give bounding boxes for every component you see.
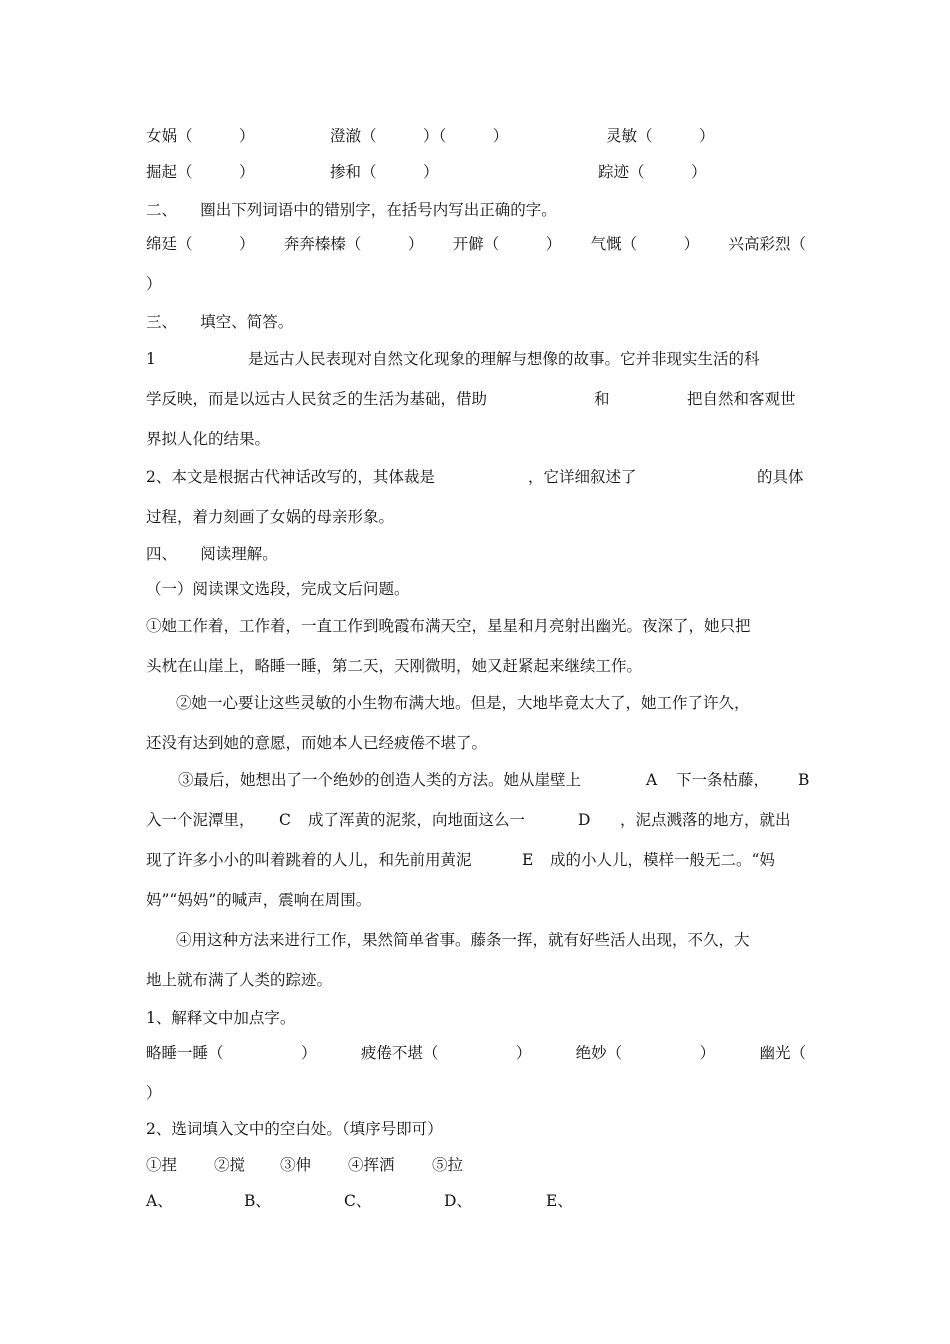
task-1-title: 1、解释文中加点字。 bbox=[146, 1009, 296, 1027]
word-item: 开僻（ ） bbox=[452, 235, 562, 253]
task-2-title: 2、选词填入文中的空白处。（填序号即可） bbox=[146, 1120, 443, 1138]
word-item: 略睡一睡（ ） bbox=[146, 1044, 317, 1062]
word-item: 兴高彩烈（ bbox=[728, 235, 806, 253]
word-item: 疲倦不堪（ ） bbox=[360, 1044, 532, 1062]
blank-label: C bbox=[279, 811, 291, 829]
option-item: ⑤拉 bbox=[432, 1156, 464, 1174]
passage-text: ③最后，她想出了一个绝妙的创造人类的方法。她从崖壁上 bbox=[178, 771, 582, 789]
question-text: 的具体 bbox=[757, 468, 804, 486]
word-item: 气慨（ ） bbox=[590, 235, 700, 253]
section-2-close: ） bbox=[146, 275, 162, 293]
blank-label: E bbox=[522, 851, 534, 869]
answer-label: E、 bbox=[546, 1192, 573, 1210]
word-item: 奔奔榛榛（ ） bbox=[283, 235, 424, 253]
passage-text: 入一个泥潭里， bbox=[146, 811, 255, 829]
question-text: 学反映，而是以远古人民贫乏的生活为基础，借助 bbox=[146, 390, 488, 408]
option-item: ③伸 bbox=[280, 1156, 312, 1174]
paragraph-1-line-1: ①她工作着，工作着，一直工作到晚霞布满天空，星星和月亮射出幽光。夜深了，她只把 bbox=[146, 617, 751, 635]
q1-line-3: 界拟人化的结果。 bbox=[146, 430, 271, 448]
passage-text: 成的小人儿，模样一般无二。“妈 bbox=[550, 851, 775, 869]
part-1-title: （一）阅读课文选段，完成文后问题。 bbox=[146, 580, 410, 598]
paragraph-4-line-1: ④用这种方法来进行工作，果然简单省事。藤条一挥，就有好些活人出现，不久，大 bbox=[176, 931, 750, 949]
option-item: ②搅 bbox=[214, 1156, 246, 1174]
passage-text: 现了许多小小的叫着跳着的人儿，和先前用黄泥 bbox=[146, 851, 472, 869]
word-item: 澄澈（ ）（ ） bbox=[330, 127, 509, 145]
q2-line-2: 过程，着力刻画了女娲的母亲形象。 bbox=[146, 508, 395, 526]
question-text: 和 bbox=[594, 390, 610, 408]
question-number: 1 bbox=[146, 350, 156, 368]
passage-text: 下一条枯藤， bbox=[676, 771, 770, 789]
word-item: 绝妙（ ） bbox=[575, 1044, 716, 1062]
word-item: 踪迹（ ） bbox=[598, 163, 707, 181]
question-text: ，它详细叙述了 bbox=[528, 468, 637, 486]
paragraph-4-line-2: 地上就布满了人类的踪迹。 bbox=[146, 971, 333, 989]
answer-label: C、 bbox=[344, 1192, 372, 1210]
word-item: 女娲（ ） bbox=[146, 127, 255, 145]
answer-label: D、 bbox=[444, 1192, 472, 1210]
word-item: 掘起（ ） bbox=[146, 163, 255, 181]
section-4-title: 四、 阅读理解。 bbox=[146, 545, 278, 563]
word-item: 灵敏（ ） bbox=[606, 127, 715, 145]
passage-text: 成了浑黄的泥浆，向地面这么一 bbox=[308, 811, 526, 829]
word-item: 绵廷（ ） bbox=[146, 235, 255, 253]
paragraph-3-line-4: 妈”“妈妈”的喊声，震响在周围。 bbox=[146, 891, 372, 909]
option-item: ④挥洒 bbox=[348, 1156, 395, 1174]
task-1-close: ） bbox=[146, 1084, 162, 1102]
word-item: 掺和（ ） bbox=[330, 163, 439, 181]
paragraph-1-line-2: 头枕在山崖上，略睡一睡，第二天，天刚微明，她又赶紧起来继续工作。 bbox=[146, 657, 643, 675]
answer-label: A、 bbox=[146, 1192, 173, 1210]
question-text: 把自然和客观世 bbox=[687, 390, 796, 408]
paragraph-2-line-2: 还没有达到她的意愿，而她本人已经疲倦不堪了。 bbox=[146, 734, 488, 752]
blank-label: D bbox=[578, 811, 591, 829]
word-item: 幽光（ bbox=[759, 1044, 806, 1062]
question-text: 2、本文是根据古代神话改写的，其体裁是 bbox=[146, 468, 435, 486]
blank-label: B bbox=[798, 771, 810, 789]
task-1-words bbox=[146, 1043, 806, 1063]
passage-text: ，泥点溅落的地方，就出 bbox=[620, 811, 791, 829]
section-2-title: 二、 圈出下列词语中的错别字，在括号内写出正确的字。 bbox=[146, 201, 557, 219]
section-2-words bbox=[146, 234, 806, 254]
paragraph-2-line-1: ②她一心要让这些灵敏的小生物布满大地。但是，大地毕竟太大了，她工作了许久， bbox=[176, 694, 750, 712]
section-3-title: 三、 填空、简答。 bbox=[146, 313, 294, 331]
option-item: ①捏 bbox=[146, 1156, 178, 1174]
question-text: 是远古人民表现对自然文化现象的理解与想像的故事。它并非现实生活的科 bbox=[248, 350, 760, 368]
answer-label: B、 bbox=[244, 1192, 271, 1210]
blank-label: A bbox=[646, 771, 658, 789]
